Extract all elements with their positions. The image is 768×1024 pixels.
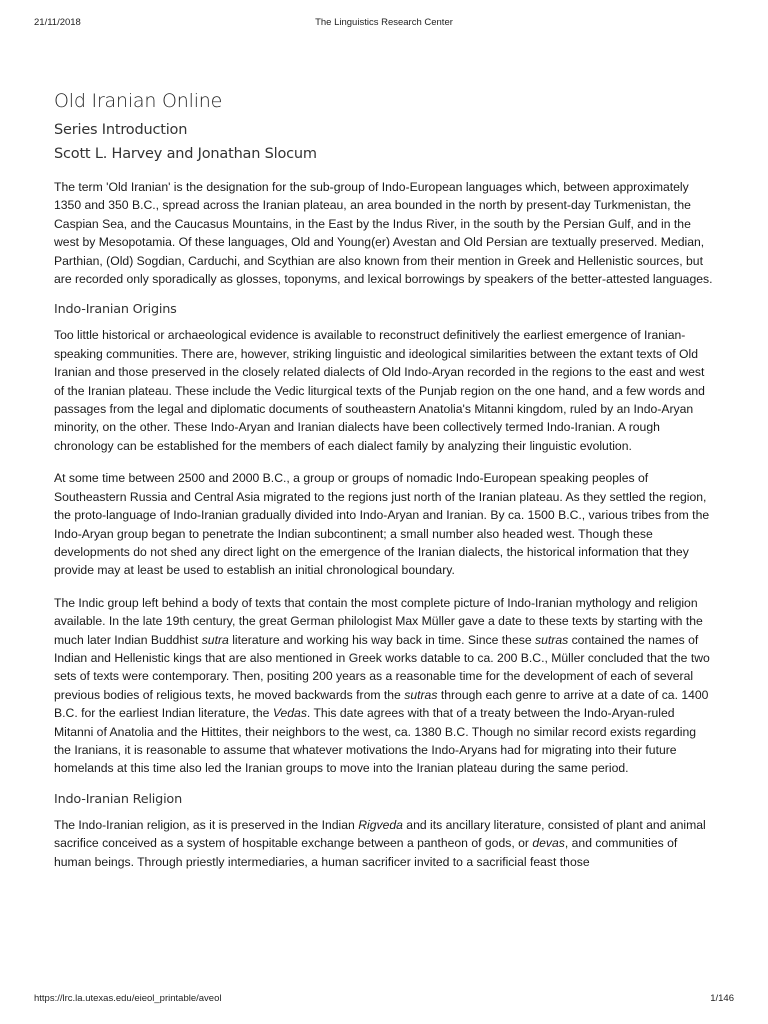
origins-paragraph-1: Too little historical or archaeological evidence is available to reconstruct definitively the earliest emergence of Iranian-speaking communities. There are, however, striking linguistic and ideological similarities between the extant texts of Old Iranian and those preserved in the closely related dialects of Old Indo-Aryan recorded in the regions to the east and west of the Iranian plateau. These include the Vedic liturgical texts of the Punjab region on the one hand, and a few words and passages from the legal and diplomatic documents of southeastern Anatolia's Mitanni kingdom, ruled by an Indo-Aryan minority, on the other. These Indo-Aryan and Iranian dialects have been collectively termed Indo-Iranian. A rough chronology can be established for the members of each dialect family by analyzing their linguistic evolution. bbox=[54, 328, 705, 453]
italic-term-sutras: sutras bbox=[535, 632, 569, 647]
section-heading-religion: Indo-Iranian Religion bbox=[54, 791, 182, 807]
section-heading-origins: Indo-Iranian Origins bbox=[54, 302, 177, 318]
text-run: The Indic group left behind a body of texts that contain the most complete picture of Indo-Iranian mythology and religion available. In the late 19th century, the great German philologist Max Müller gave a date to these texts by starting with the much later Indian Buddhist bbox=[54, 595, 703, 647]
text-run: contained the names of Indian and Hellenistic kings that are also mentioned in Greek works datable to ca. 200 B.C., Müller concluded that the two sets of texts were contemporary. Then, positing 200 years as a reasonable time for the development of each of several previous bodies of religious texts, he moved backwards from the bbox=[54, 632, 710, 702]
print-url-link[interactable]: https://lrc.la.utexas.edu/eieol_printable/aveol bbox=[34, 993, 222, 1004]
text-run: , and communities of human beings. Through priestly intermediaries, a human sacrificer invited to a sacrificial feast those bbox=[54, 836, 678, 869]
text-run: The Indo-Iranian religion, as it is preserved in the Indian bbox=[54, 817, 359, 832]
italic-term-sutra: sutra bbox=[201, 632, 229, 647]
origins-paragraph-2: At some time between 2500 and 2000 B.C., a group or groups of nomadic Indo-European speaking peoples of Southeastern Russia and Central Asia migrated to the regions just north of the Iranian plateau. As they settled the region, the proto-language of Indo-Iranian gradually divided into Indo-Aryan and Iranian. By ca. 1500 B.C., various tribes from the Indo-Aryan group began to penetrate the Indian subcontinent; a small number also headed west. Though these developments do not shed any direct light on the emergence of the Iranian dialects, the historical information that they provide may at least be used to establish an initial chronological boundary. bbox=[54, 471, 710, 578]
text-run: through each genre to arrive at a date of ca. 1400 B.C. for the earliest Indian literature, the bbox=[54, 687, 709, 721]
italic-term-sutras: sutras bbox=[404, 687, 438, 702]
page-number: 1/146 bbox=[710, 993, 734, 1004]
intro-paragraph: The term 'Old Iranian' is the designation for the sub-group of Indo-European languages which, between approximately 1350 and 350 B.C., spread across the Iranian plateau, an area bounded in the north by present-day Turkmenistan, the Caspian Sea, and the Caucasus Mountains, in the East by the Indus River, in the south by the Persian Gulf, and in the west by Mesopotamia. Of these languages, Old and Young(er) Avestan and Old Persian are textually preserved. Median, Parthian, (Old) Sogdian, Carduchi, and Scythian are also known from their mention in Greek and Hellenistic sources, but are recorded only sporadically as glosses, toponyms, and lexical borrowings by speakers of the better-attested languages. bbox=[54, 180, 713, 287]
italic-term-vedas: Vedas bbox=[272, 706, 307, 721]
italic-term-devas: devas bbox=[532, 836, 565, 851]
page-subtitle: Series Introduction bbox=[54, 122, 188, 138]
religion-paragraph-1 bbox=[54, 816, 714, 871]
document-body bbox=[54, 90, 714, 885]
print-date: 21/11/2018 bbox=[34, 17, 81, 28]
print-footer bbox=[34, 993, 734, 1007]
authors-line: Scott L. Harvey and Jonathan Slocum bbox=[54, 146, 317, 162]
origins-paragraph-3 bbox=[54, 594, 714, 778]
text-run: literature and working his way back in time. Since these bbox=[228, 632, 535, 647]
italic-term-rigveda: Rigveda bbox=[358, 817, 403, 832]
text-run: . This date agrees with that of a treaty between the Indo-Aryan-ruled Mitanni of Anatolia and the Hittites, their neighbors to the west, ca. 1380 B.C. Though no similar record exists regarding the Iranians, it is reasonable to assume that whatever motivations the Indo-Aryans had for migrating into their future homelands at this time also led the Iranian groups to move into the Iranian plateau during the same period. bbox=[54, 706, 696, 776]
text-run: and its ancillary literature, consisted of plant and animal sacrifice conceived as a system of hospitable exchange between a pantheon of gods, or bbox=[54, 817, 706, 851]
print-site-title: The Linguistics Research Center bbox=[315, 17, 453, 28]
page-title: Old Iranian Online bbox=[54, 90, 223, 112]
print-header bbox=[34, 17, 734, 31]
